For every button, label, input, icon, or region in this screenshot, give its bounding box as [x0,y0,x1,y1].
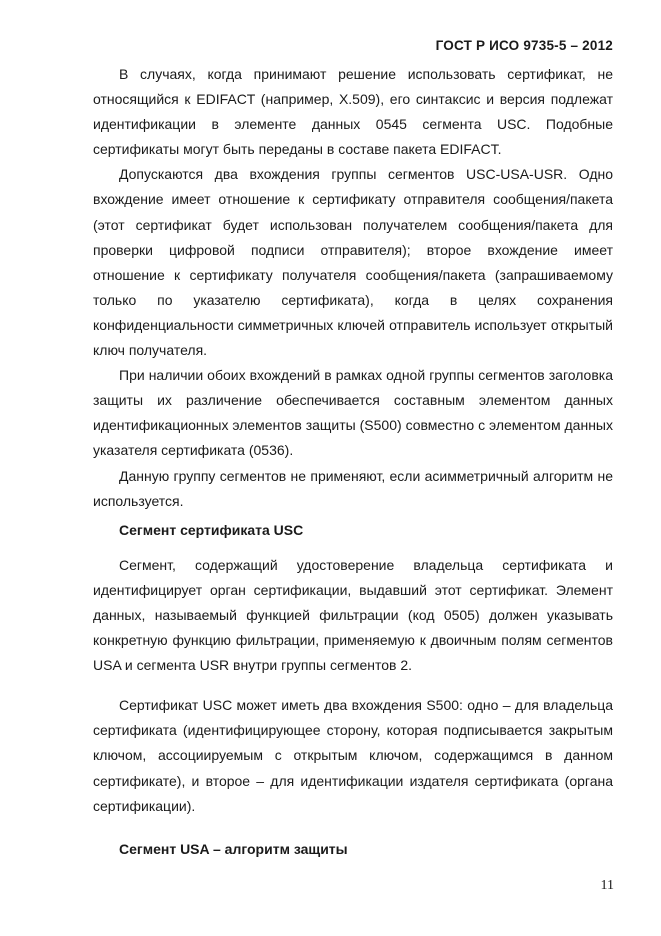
section-heading-usc: Сегмент сертификата USC [119,521,304,538]
paragraph: Допускаются два вхождения группы сегментов USC-USA-USR. Одно вхождение имеет отношение к сертификату отправителя сообщения/пакета (этот сертификат будет использован получателем сообщения/пакета для проверки цифровой подписи отправителя); второе вхождение имеет отношение к сертификату получателя сообщения/пакета (запрашиваемому только по указателю сертификата), когда в целях сохранения конфиденциальности симметричных ключей отправитель использует открытый ключ получателя. [93,166,613,359]
section-heading-usa: Сегмент USA – алгоритм защиты [119,840,348,857]
paragraph: Сегмент, содержащий удостоверение владельца сертификата и идентифицирует орган сертификации, выдавший этот сертификат. Элемент данных, называемый функцией фильтрации (код 0505) должен указывать конкретную функцию фильтрации, применяемую к двоичным полям сегментов USA и сегмента USR внутри группы сегментов 2. [93,556,613,674]
paragraph: В случаях, когда принимают решение использовать сертификат, не относящийся к EDIFACT (например, X.509), его синтаксис и версия подлежат идентификации в элементе данных 0545 сегмента USC. Подобные сертификаты могут быть переданы в составе пакета EDIFACT. [93,66,613,158]
document-body [93,62,613,862]
page-number: 11 [600,878,614,893]
document-header: ГОСТ Р ИСО 9735-5 – 2012 [435,38,613,53]
paragraph: Данную группу сегментов не применяют, если асимметричный алгоритм не используется. [93,467,613,509]
paragraph: При наличии обоих вхождений в рамках одной группы сегментов заголовка защиты их различение обеспечивается составным элементом данных идентификационных элементов защиты (S500) совместно с элементом данных указателя сертификата (0536). [93,367,613,459]
paragraph: Сертификат USC может иметь два вхождения S500: одно – для владельца сертификата (идентифицирующее сторону, которая подписывается закрытым ключом, ассоциируемым с открытым ключом, содержащимся в данном сертификате), и второе – для идентификации издателя сертификата (органа сертификации). [93,697,613,814]
